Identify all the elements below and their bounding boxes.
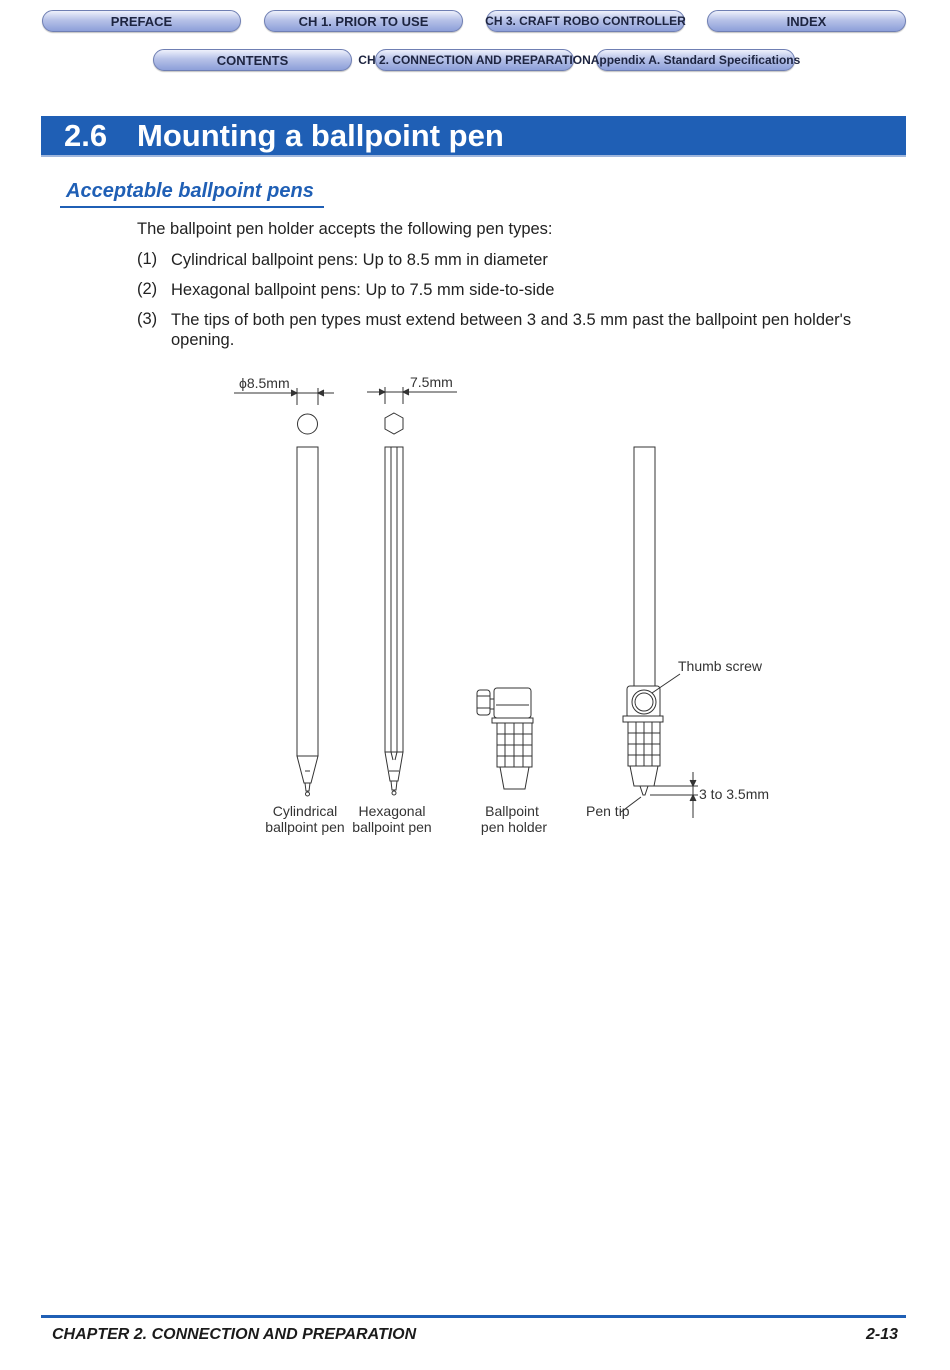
footer-rule (41, 1315, 906, 1318)
cylindrical-pen-caption-line1: Cylindrical (272, 803, 338, 819)
pen-tip-label: Pen tip (586, 803, 630, 819)
hexagonal-pen-caption-line2: ballpoint pen (352, 819, 432, 835)
nav-index-button[interactable]: INDEX (707, 10, 906, 32)
pen-holder-caption-line2: pen holder (480, 819, 548, 835)
hexagon-cross-section (385, 413, 403, 434)
section-number: 2.6 (64, 118, 108, 153)
cylindrical-pen-caption-line2: ballpoint pen (265, 819, 345, 835)
section-title: Mounting a ballpoint pen (137, 118, 504, 153)
intro-paragraph: The ballpoint pen holder accepts the following pen types: (137, 220, 553, 238)
footer-chapter-title: CHAPTER 2. CONNECTION AND PREPARATION (52, 1326, 417, 1343)
hexagonal-pen-drawing (385, 447, 403, 795)
cylinder-diameter-label: ϕ8.5mm (239, 375, 290, 391)
footer-page-number: 2-13 (865, 1326, 898, 1343)
pen-holder-caption-line1: Ballpoint (485, 803, 539, 819)
list-item-number: (2) (137, 280, 158, 298)
list-item-number: (3) (137, 310, 158, 328)
hexagon-width-label: 7.5mm (410, 374, 453, 390)
list-item-text: Cylindrical ballpoint pens: Up to 8.5 mm in diameter (171, 251, 548, 269)
tip-extension-label: 3 to 3.5mm (699, 786, 770, 802)
nav-ch2-button[interactable]: CH 2. CONNECTION AND PREPARATION (375, 49, 574, 71)
list-item-number: (1) (137, 250, 158, 268)
list-item-text: The tips of both pen types must extend between 3 and 3.5 mm past the ballpoint pen holder's opening. (171, 311, 852, 349)
mounted-pen-drawing (621, 447, 698, 818)
cylindrical-pen-drawing (297, 447, 318, 796)
nav-ch1-button[interactable]: CH 1. PRIOR TO USE (264, 10, 463, 32)
nav-preface-button[interactable]: PREFACE (42, 10, 241, 32)
nav-appendix-button[interactable]: Appendix A. Standard Specifications (596, 49, 795, 71)
list-item-text: Hexagonal ballpoint pens: Up to 7.5 mm side-to-side (171, 281, 555, 299)
nav-ch3-button[interactable]: CH 3. CRAFT ROBO CONTROLLER (486, 10, 685, 32)
thumb-screw-label: Thumb screw (678, 658, 763, 674)
cylinder-cross-section (298, 414, 318, 434)
pen-holder-drawing (477, 688, 533, 789)
nav-contents-button[interactable]: CONTENTS (153, 49, 352, 71)
hexagonal-pen-caption-line1: Hexagonal (358, 803, 426, 819)
subheading: Acceptable ballpoint pens (66, 180, 314, 202)
